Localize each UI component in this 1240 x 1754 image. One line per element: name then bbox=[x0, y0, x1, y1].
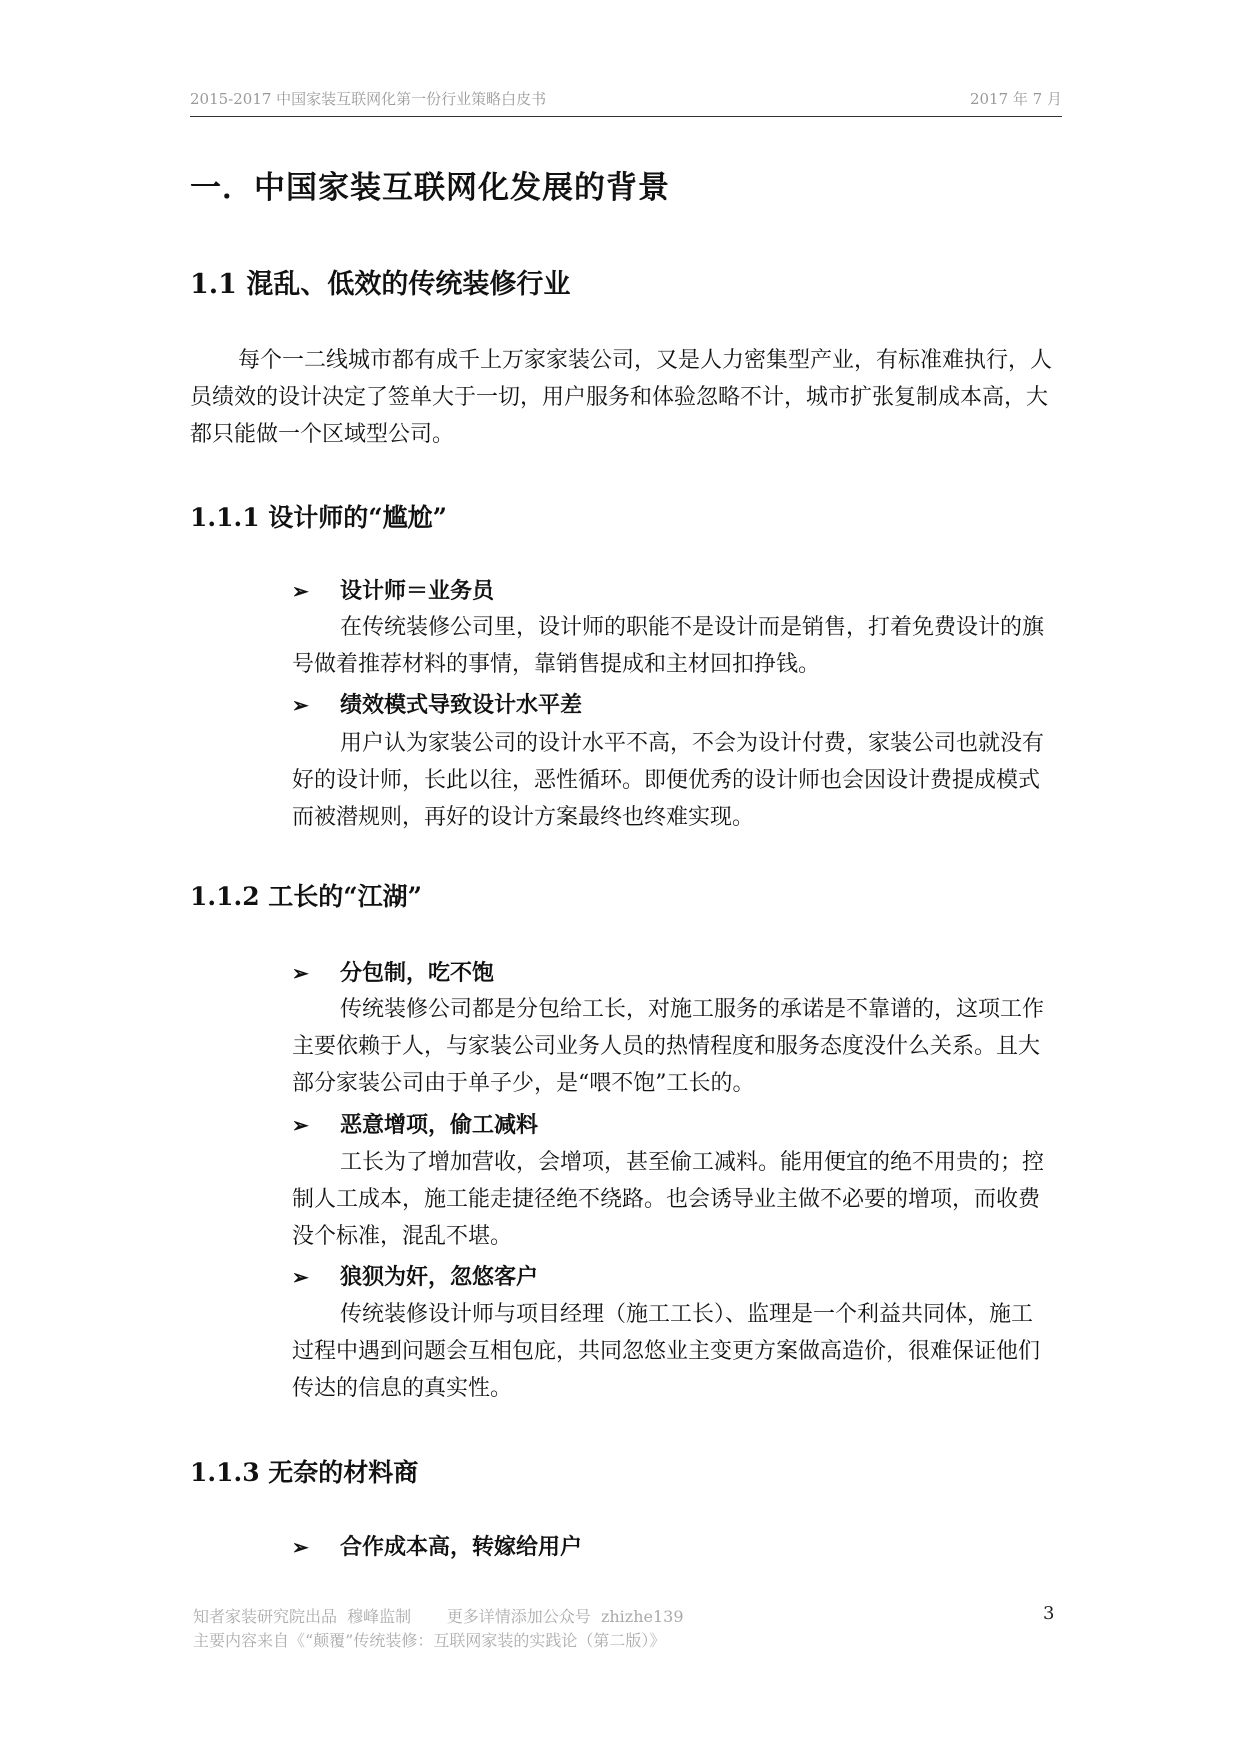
bullet-body: 工长为了增加营收，会增项，甚至偷工减料。能用便宜的绝不用贵的；控制人工成本，施工能走捷径绝不绕路。也会诱导业主做不必要的增项，而收费没个标准，混乱不堪。 bbox=[292, 1150, 1045, 1249]
arrow-bullet-icon: ➢ bbox=[292, 1113, 309, 1137]
section-1-1-3-title: 1.1.3 无奈的材料商 bbox=[190, 1458, 419, 1487]
section-1-1-2-title: 1.1.2 工长的“江湖” bbox=[190, 882, 423, 911]
arrow-bullet-icon: ➢ bbox=[292, 579, 309, 603]
bullet-item bbox=[292, 576, 494, 606]
bullet-heading: 恶意增项，偷工减料 bbox=[340, 1112, 539, 1138]
arrow-bullet-icon: ➢ bbox=[292, 1265, 309, 1289]
bullet-item bbox=[292, 1262, 538, 1292]
arrow-bullet-icon: ➢ bbox=[292, 693, 309, 717]
bullet-heading: 绩效模式导致设计水平差 bbox=[340, 692, 583, 718]
header-title: 2015-2017 中国家装互联网化第一份行业策略白皮书 bbox=[190, 90, 547, 108]
footer-line-1: 知者家装研究院出品 穆峰监制 更多详情添加公众号 zhizhe139 bbox=[193, 1607, 684, 1626]
bullet-body: 传统装修设计师与项目经理（施工工长）、监理是一个利益共同体，施工过程中遇到问题会互相包庇，共同忽悠业主变更方案做高造价，很难保证他们传达的信息的真实性。 bbox=[292, 1302, 1041, 1401]
bullet-heading: 狼狈为奸，忽悠客户 bbox=[340, 1264, 539, 1290]
bullet-heading: 分包制，吃不饱 bbox=[340, 960, 495, 986]
bullet-body: 在传统装修公司里，设计师的职能不是设计而是销售，打着免费设计的旗号做着推荐材料的事情，靠销售提成和主材回扣挣钱。 bbox=[292, 615, 1045, 677]
bullet-body: 用户认为家装公司的设计水平不高，不会为设计付费，家装公司也就没有好的设计师，长此以往，恶性循环。即便优秀的设计师也会因设计费提成模式而被潜规则，再好的设计方案最终也终难实现。 bbox=[292, 731, 1045, 830]
footer-line-2: 主要内容来自《“颠覆”传统装修：互联网家装的实践论（第二版）》 bbox=[193, 1631, 666, 1650]
bullet-item bbox=[292, 1532, 582, 1562]
bullet-heading: 合作成本高，转嫁给用户 bbox=[340, 1534, 583, 1560]
bullet-item bbox=[292, 958, 494, 988]
section-1-1-paragraph: 每个一二线城市都有成千上万家家装公司，又是人力密集型产业，有标准难执行，人员绩效的设计决定了签单大于一切，用户服务和体验忽略不计，城市扩张复制成本高，大都只能做一个区域型公司。 bbox=[190, 348, 1053, 447]
bullet-heading: 设计师＝业务员 bbox=[340, 578, 495, 604]
section-1-1-1-title: 1.1.1 设计师的“尴尬” bbox=[190, 503, 448, 532]
arrow-bullet-icon: ➢ bbox=[292, 961, 309, 985]
bullet-item bbox=[292, 690, 582, 720]
page-footer bbox=[193, 1605, 1053, 1653]
section-1-1-title: 1.1 混乱、低效的传统装修行业 bbox=[190, 269, 571, 300]
page-header bbox=[190, 86, 1062, 117]
bullet-item bbox=[292, 1110, 538, 1140]
arrow-bullet-icon: ➢ bbox=[292, 1535, 309, 1559]
bullet-body: 传统装修公司都是分包给工长，对施工服务的承诺是不靠谱的，这项工作主要依赖于人，与家装公司业务人员的热情程度和服务态度没什么关系。且大部分家装公司由于单子少，是“喂不饱”工长的。 bbox=[292, 997, 1045, 1096]
header-date: 2017 年 7 月 bbox=[969, 90, 1062, 108]
chapter-title: 一．中国家装互联网化发展的背景 bbox=[190, 170, 670, 206]
page-number: 3 bbox=[1043, 1603, 1055, 1624]
